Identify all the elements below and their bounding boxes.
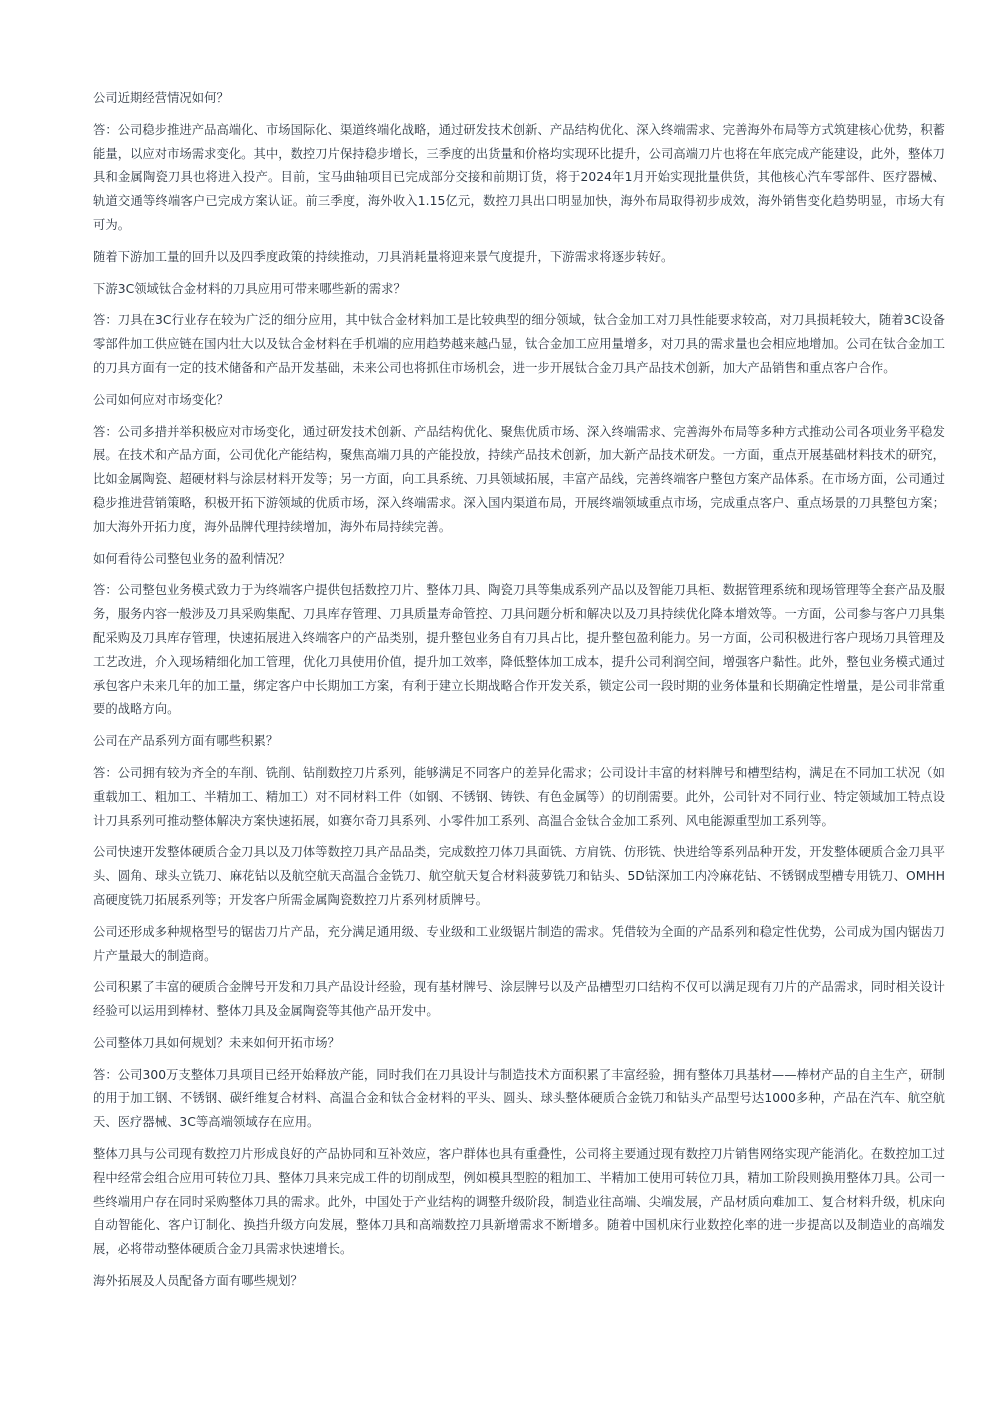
question-6: 公司整体刀具如何规划？未来如何开拓市场？ — [93, 1035, 340, 1050]
answer-1-continued: 随着下游加工量的回升以及四季度政策的持续推动，刀具消耗量将迎来景气度提升，下游需求将逐步转好。 — [93, 249, 674, 264]
question-5: 公司在产品系列方面有哪些积累？ — [93, 734, 279, 749]
answer-2: 答：刀具在3C行业存在较为广泛的细分应用，其中钛合金材料加工是比较典型的细分领域，钛合金加工对刀具性能要求较高，对刀具损耗较大，随着3C设备零部件加工供应链在国内壮大以及钛合金材料在手机端的应用趋势越来越凸显，钛合金加工应用量增多，对刀具的需求量也会相应地增加。公司在钛合金加工的刀具方面有一定的技术储备和产品开发基础，未来公司也将抓住市场机会，进一步开展钛合金刀具产品技术创新，加大产品销售和重点客户合作。 — [93, 313, 945, 375]
answer-4: 答：公司整包业务模式致力于为终端客户提供包括数控刀片、整体刀具、陶瓷刀具等集成系列产品以及智能刀具柜、数据管理系统和现场管理等全套产品及服务，服务内容一般涉及刀具采购集配、刀具库存管理、刀具质量寿命管控、刀具问题分析和解决以及刀具持续优化降本增效等。一方面，公司参与客户刀具集配采购及刀具库存管理，快速拓展进入终端客户的产品类别，提升整包业务自有刀具占比，提升整包盈利能力。另一方面，公司积极进行客户现场刀具管理及工艺改进，介入现场精细化加工管理，优化刀具使用价值，提升加工效率，降低整体加工成本，提升公司利润空间，增强客户黏性。此外，整包业务模式通过承包客户未来几年的加工量，绑定客户中长期加工方案，有利于建立长期战略合作开发关系，锁定公司一段时期的业务体量和长期确定性增量，是公司非常重要的战略方向。 — [93, 583, 945, 717]
answer-5-part-4: 公司积累了丰富的硬质合金牌号开发和刀具产品设计经验，现有基材牌号、涂层牌号以及产品槽型刃口结构不仅可以满足现有刀片的产品需求，同时相关设计经验可以运用到棒材、整体刀具及金属陶瓷等其他产品开发中。 — [93, 980, 945, 1019]
question-1: 公司近期经营情况如何？ — [93, 91, 229, 105]
answer-1: 答：公司稳步推进产品高端化、市场国际化、渠道终端化战略，通过研发技术创新、产品结构优化、深入终端需求、完善海外布局等方式筑建核心优势，积蓄能量，以应对市场需求变化。其中，数控刀片保持稳步增长，三季度的出货量和价格均实现环比提升，公司高端刀片也将在年底完成产能建设，此外，整体刀具和金属陶瓷刀具也将进入投产。目前，宝马曲轴项目已完成部分交接和前期订货，将于2024年1月开始实现批量供货，其他核心汽车零部件、医疗器械、轨道交通等终端客户已完成方案认证。前三季度，海外收入1.15亿元，数控刀具出口明显加快，海外布局取得初步成效，海外销售变化趋势明显，市场大有可为。 — [93, 122, 945, 232]
question-2: 下游3C领域钛合金材料的刀具应用可带来哪些新的需求？ — [93, 281, 406, 296]
answer-5-part-2: 公司快速开发整体硬质合金刀具以及刀体等数控刀具产品品类，完成数控刀体刀具面铣、方肩铣、仿形铣、快进给等系列品种开发，开发整体硬质合金刀具平头、圆角、球头立铣刀、麻花钻以及航空航天高温合金铣刀、航空航天复合材料菠萝铣刀和钻头、5D钻深加工内冷麻花钻、不锈钢成型槽专用铣刀、OMHH高硬度铣刀拓展系列等；开发客户所需金属陶瓷数控刀片系列材质牌号。 — [93, 845, 945, 907]
document-page — [93, 87, 945, 1302]
answer-5-part-3: 公司还形成多种规格型号的锯齿刀片产品，充分满足通用级、专业级和工业级锯片制造的需求。凭借较为全面的产品系列和稳定性优势，公司成为国内锯齿刀片产量最大的制造商。 — [93, 924, 945, 963]
answer-6-part-2: 整体刀具与公司现有数控刀片形成良好的产品协同和互补效应，客户群体也具有重叠性，公司将主要通过现有数控刀片销售网络实现产能消化。在数控加工过程中经常会组合应用可转位刀具、整体刀具来完成工件的切削成型，例如模具型腔的粗加工、半精加工使用可转位刀具，精加工阶段则换用整体刀具。公司一些终端用户存在同时采购整体刀具的需求。此外，中国处于产业结构的调整升级阶段，制造业往高端、尖端发展，产品材质向难加工、复合材料升级，机床向自动智能化、客户订制化、换挡升级方向发展，整体刀具和高端数控刀具新增需求不断增多。随着中国机床行业数控化率的进一步提高以及制造业的高端发展，必将带动整体硬质合金刀具需求快速增长。 — [93, 1147, 945, 1257]
answer-6: 答：公司300万支整体刀具项目已经开始释放产能，同时我们在刀具设计与制造技术方面积累了丰富经验，拥有整体刀具基材——棒材产品的自主生产，研制的用于加工钢、不锈钢、碳纤维复合材料、高温合金和钛合金材料的平头、圆头、球头整体硬质合金铣刀和钻头产品型号达1000多种，产品在汽车、航空航天、医疗器械、3C等高端领域存在应用。 — [93, 1067, 945, 1130]
question-4: 如何看待公司整包业务的盈利情况？ — [93, 551, 291, 566]
answer-3: 答：公司多措并举积极应对市场变化，通过研发技术创新、产品结构优化、聚焦优质市场、深入终端需求、完善海外布局等多种方式推动公司各项业务平稳发展。在技术和产品方面，公司优化产能结构，聚焦高端刀具的产能投放，持续产品技术创新，加大新产品技术研发。一方面，重点开展基础材料技术的研究，比如金属陶瓷、超硬材料与涂层材料开发等；另一方面，向工具系统、刀具领域拓展，丰富产品线，完善终端客户整包方案产品体系。在市场方面，公司通过稳步推进营销策略，积极开拓下游领域的优质市场，深入终端需求。深入国内渠道布局，开展终端领域重点市场，完成重点客户、重点场景的刀具整包方案；加大海外开拓力度，海外品牌代理持续增加，海外布局持续完善。 — [93, 424, 945, 534]
question-3: 公司如何应对市场变化？ — [93, 392, 229, 407]
answer-5: 答：公司拥有较为齐全的车削、铣削、钻削数控刀片系列，能够满足不同客户的差异化需求；公司设计丰富的材料牌号和槽型结构，满足在不同加工状况（如重载加工、粗加工、半精加工、精加工）对不同材料工件（如钢、不锈钢、铸铁、有色金属等）的切削需要。此外，公司针对不同行业、特定领域加工特点设计刀具系列可推动整体解决方案快速拓展，如赛尔奇刀具系列、小零件加工系列、高温合金钛合金加工系列、风电能源重型加工系列等。 — [93, 765, 945, 828]
question-7: 海外拓展及人员配备方面有哪些规划？ — [93, 1274, 303, 1289]
